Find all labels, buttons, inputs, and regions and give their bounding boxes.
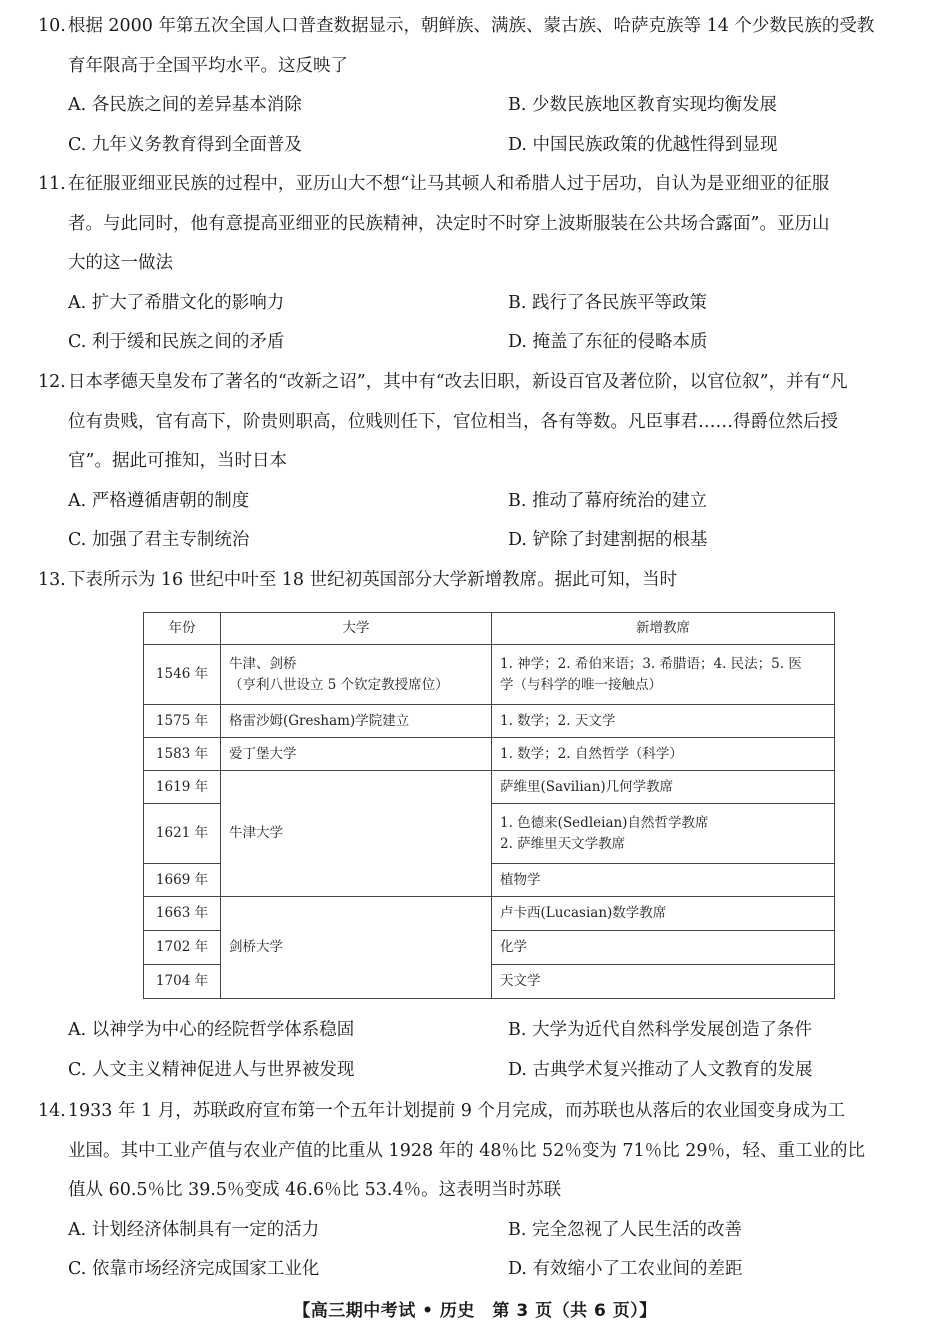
- question-12-number: 12.: [38, 372, 66, 392]
- cell-year: 1669 年: [144, 864, 221, 897]
- cell-university-oxford: 牛津大学: [221, 771, 492, 897]
- question-11-options-row-2: [38, 323, 918, 363]
- question-10-options-row-2: [38, 126, 918, 166]
- cell-university-cambridge: 剑桥大学: [221, 897, 492, 999]
- question-11-option-b: B. 践行了各民族平等政策: [508, 292, 707, 313]
- question-14-options-row-2: [38, 1250, 918, 1290]
- question-14-option-a: A. 计划经济体制具有一定的活力: [68, 1219, 320, 1240]
- question-14-options-row-1: [38, 1211, 918, 1251]
- table-row: [144, 738, 835, 771]
- question-14-option-c: C. 依靠市场经济完成国家工业化: [68, 1259, 320, 1279]
- question-11-stem-line-2: 者。与此同时，他有意提高亚细亚的民族精神，决定时不时穿上波斯服装在公共场合露面”。亚历山: [68, 213, 830, 234]
- header-university: 大学: [221, 613, 492, 645]
- cell-university: 格雷沙姆(Gresham)学院建立: [221, 705, 492, 738]
- question-10-option-d: D. 中国民族政策的优越性得到显现: [508, 134, 778, 155]
- question-12-option-a: A. 严格遵循唐朝的制度: [68, 490, 250, 511]
- question-12-options-row-2: [38, 521, 918, 561]
- question-13-options-row-2: [38, 1051, 918, 1091]
- question-13: [38, 561, 918, 601]
- cell-chairs: 1. 数学；2. 自然哲学（科学）: [492, 738, 835, 771]
- question-13-options: [38, 1011, 918, 1090]
- question-13-option-a: A. 以神学为中心的经院哲学体系稳固: [68, 1020, 355, 1040]
- cell-year: 1704 年: [144, 965, 221, 999]
- question-12-option-b: B. 推动了幕府统治的建立: [508, 490, 707, 511]
- cell-chairs: 植物学: [492, 864, 835, 897]
- cell-chairs: 天文学: [492, 965, 835, 999]
- question-10-option-b: B. 少数民族地区教育实现均衡发展: [508, 95, 777, 115]
- question-12-stem-line-3: 官”。据此可推知，当时日本: [68, 451, 287, 471]
- cell-year: 1619 年: [144, 771, 221, 804]
- question-14-option-b: B. 完全忽视了人民生活的改善: [508, 1219, 742, 1240]
- question-12-options-row-1: [38, 482, 918, 522]
- cell-chairs: 化学: [492, 931, 835, 965]
- cell-year: 1621 年: [144, 804, 221, 864]
- question-14-number: 14.: [38, 1101, 66, 1121]
- question-13-option-c: C. 人文主义精神促进人与世界被发现: [68, 1059, 355, 1080]
- question-11-option-c: C. 利于缓和民族之间的矛盾: [68, 332, 285, 352]
- question-12-option-d: D. 铲除了封建割据的根基: [508, 530, 708, 550]
- table-row: [144, 645, 835, 705]
- question-11-stem-line-1: 11. 在征服亚细亚民族的过程中，亚历山大不想“让马其顿人和希腊人过于居功，自认为是亚细亚的征服: [38, 174, 830, 194]
- table-header-row: [144, 613, 835, 645]
- table-row: [144, 771, 835, 804]
- question-11-option-d: D. 掩盖了东征的侵略本质: [508, 332, 708, 352]
- question-11-stem-line-3: 大的这一做法: [68, 253, 173, 273]
- cell-chairs: 1. 色德来(Sedleian)自然哲学教席 2. 萨维里天文学教席: [492, 804, 835, 864]
- question-13-option-d: D. 古典学术复兴推动了人文教育的发展: [508, 1059, 813, 1080]
- question-10-option-a: A. 各民族之间的差异基本消除: [68, 95, 302, 115]
- question-12-option-c: C. 加强了君主专制统治: [68, 530, 250, 550]
- question-14-stem-line-3: 值从 60.5％比 39.5％变成 46.6％比 53.4％。这表明当时苏联: [68, 1180, 562, 1200]
- cell-chairs: 卢卡西(Lucasian)数学教席: [492, 897, 835, 931]
- question-13-number: 13.: [38, 570, 66, 590]
- question-13-options-row-1: [38, 1011, 918, 1051]
- question-10-option-c: C. 九年义务教育得到全面普及: [68, 134, 302, 155]
- university-chairs-table: [143, 612, 835, 999]
- question-10-options-row-1: [38, 86, 918, 126]
- page-footer: 【高三期中考试 • 历史 第 3 页（共 6 页）】: [293, 1301, 657, 1321]
- cell-university: 爱丁堡大学: [221, 738, 492, 771]
- question-11: [38, 165, 918, 363]
- cell-chairs: 1. 神学；2. 希伯来语；3. 希腊语；4. 民法；5. 医 学（与科学的唯一接触点）: [492, 645, 835, 705]
- question-12-stem-line-1: 12. 日本孝德天皇发布了著名的“改新之诏”，其中有“改去旧职，新设百官及著位阶，以官位叙”，并有“凡: [38, 372, 848, 392]
- header-new-chairs: 新增教席: [492, 613, 835, 645]
- question-11-option-a: A. 扩大了希腊文化的影响力: [68, 292, 285, 313]
- question-10: [38, 7, 918, 165]
- cell-year: 1583 年: [144, 738, 221, 771]
- question-11-options-row-1: [38, 284, 918, 324]
- header-year: 年份: [144, 613, 221, 645]
- question-10-stem-line-2: 育年限高于全国平均水平。这反映了: [68, 55, 348, 76]
- cell-year: 1546 年: [144, 645, 221, 705]
- cell-university: 牛津、剑桥 （亨利八世设立 5 个钦定教授席位）: [221, 645, 492, 705]
- cell-year: 1663 年: [144, 897, 221, 931]
- table-row: [144, 705, 835, 738]
- question-12: [38, 363, 918, 561]
- question-13-stem-line-1: 13. 下表所示为 16 世纪中叶至 18 世纪初英国部分大学新增教席。据此可知，当时: [38, 570, 678, 590]
- question-13-option-b: B. 大学为近代自然科学发展创造了条件: [508, 1020, 812, 1040]
- cell-chairs: 萨维里(Savilian)几何学教席: [492, 771, 835, 804]
- cell-year: 1702 年: [144, 931, 221, 965]
- table-row: [144, 897, 835, 931]
- question-10-stem-line-1: 10. 根据 2000 年第五次全国人口普查数据显示，朝鲜族、满族、蒙古族、哈萨克族等 14 个少数民族的受教: [38, 16, 875, 36]
- cell-year: 1575 年: [144, 705, 221, 738]
- question-14-stem-line-1: 14. 1933 年 1 月，苏联政府宣布第一个五年计划提前 9 个月完成，而苏联也从落后的农业国变身成为工: [38, 1101, 845, 1121]
- question-14: [38, 1092, 918, 1290]
- question-14-option-d: D. 有效缩小了工农业间的差距: [508, 1259, 743, 1279]
- question-14-stem-line-2: 业国。其中工业产值与农业产值的比重从 1928 年的 48％比 52％变为 71％比 29％，轻、重工业的比: [68, 1140, 865, 1161]
- question-10-number: 10.: [38, 16, 66, 36]
- question-12-stem-line-2: 位有贵贱，官有高下，阶贵则职高，位贱则任下，官位相当，各有等数。凡臣事君……得爵位然后授: [68, 411, 838, 432]
- cell-chairs: 1. 数学；2. 天文学: [492, 705, 835, 738]
- question-11-number: 11.: [38, 174, 66, 194]
